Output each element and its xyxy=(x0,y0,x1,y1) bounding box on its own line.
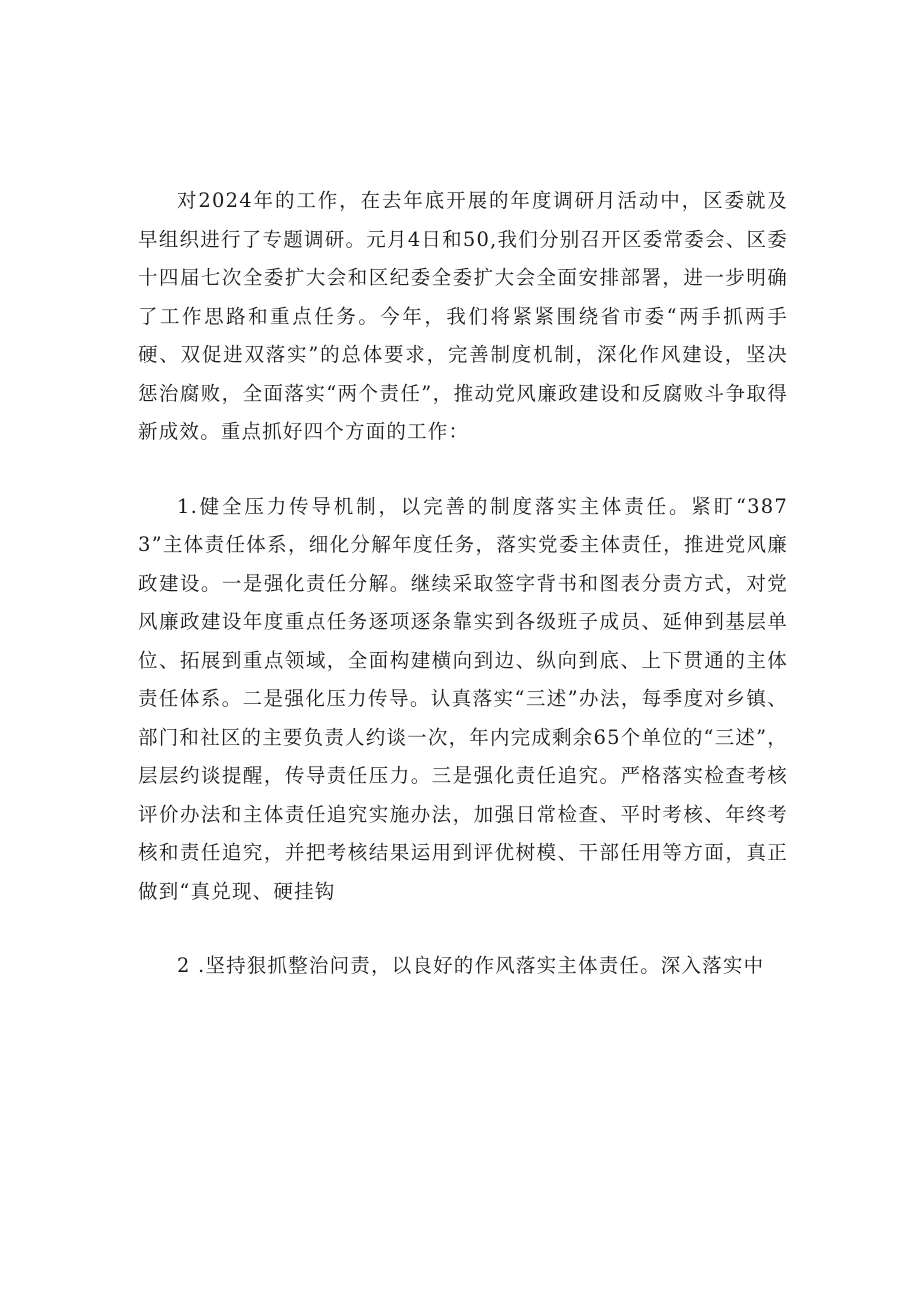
paragraph-intro: 对2024年的工作，在去年底开展的年度调研月活动中，区委就及早组织进行了专题调研。元月4日和50,我们分别召开区委常委会、区委十四届七次全委扩大会和区纪委全委扩大会全面安排部署，进一步明确了工作思路和重点任务。今年，我们将紧紧围绕省市委“两手抓两手硬、双促进双落实”的总体要求，完善制度机制，深化作风建设，坚决惩治腐败，全面落实“两个责任”，推动党风廉政建设和反腐败斗争取得新成效。重点抓好四个方面的工作： xyxy=(138,189,788,443)
paragraph-item-2: 2 .坚持狠抓整治问责，以良好的作风落实主体责任。深入落实中 xyxy=(177,954,765,977)
paragraph-item-1: 1.健全压力传导机制，以完善的制度落实主体责任。紧盯“3873”主体责任体系，细化分解年度任务，落实党委主体责任，推进党风廉政建设。一是强化责任分解。继续采取签字背书和图表分责方式，对党风廉政建设年度重点任务逐项逐条靠实到各级班子成员、延伸到基层单位、拓展到重点领域，全面构建横向到边、纵向到底、上下贯通的主体责任体系。二是强化压力传导。认真落实“三述”办法，每季度对乡镇、部门和社区的主要负责人约谈一次，年内完成剩余65个单位的“三述”，层层约谈提醒，传导责任压力。三是强化责任追究。严格落实检查考核评价办法和主体责任追究实施办法，加强日常检查、平时考核、年终考核和责任追究，并把考核结果运用到评优树模、干部任用等方面，真正做到“真兑现、硬挂钩 xyxy=(138,494,788,903)
document-body xyxy=(138,182,788,986)
